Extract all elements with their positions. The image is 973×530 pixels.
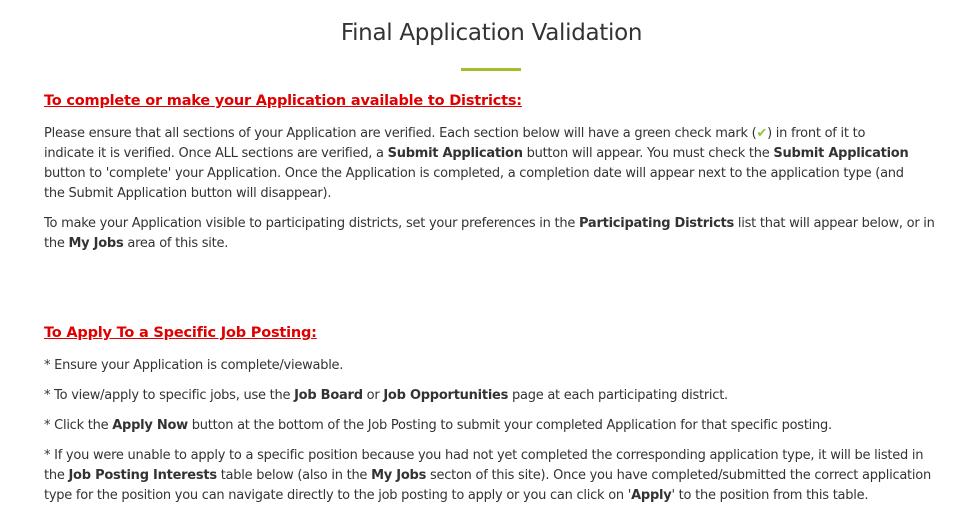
page-title: Final Application Validation bbox=[340, 20, 643, 46]
bullet-item bbox=[44, 416, 832, 436]
bullet-item bbox=[44, 446, 931, 506]
text: secton of this site). Once you have completed/submitted the correct application bbox=[426, 468, 931, 483]
text: To make your Application visible to participating districts, set your preferences in the bbox=[44, 216, 579, 231]
text: the bbox=[44, 236, 69, 251]
bold-text: Apply bbox=[631, 488, 672, 503]
bold-text: My Jobs bbox=[371, 468, 427, 483]
bold-text: Job Opportunities bbox=[383, 388, 509, 403]
text: ' to the position from this table. bbox=[671, 488, 869, 503]
text: indicate it is verified. Once ALL sections are verified, a bbox=[44, 146, 388, 161]
text: button will appear. You must check the bbox=[522, 146, 774, 161]
bullet-item bbox=[44, 356, 343, 376]
bold-text: Submit Application bbox=[387, 146, 523, 161]
section-heading-complete-application: To complete or make your Application available to Districts: bbox=[44, 93, 522, 109]
text: button to 'complete' your Application. Once the Application is completed, a completion date will appear next to the application type (and bbox=[44, 166, 904, 181]
text: or bbox=[362, 388, 384, 403]
text: area of this site. bbox=[123, 236, 229, 251]
bold-text: Apply Now bbox=[112, 418, 188, 433]
paragraph bbox=[44, 124, 909, 204]
text: * Click the bbox=[44, 418, 113, 433]
text: the Submit Application button will disappear). bbox=[44, 186, 332, 201]
check-icon: ✔ bbox=[756, 126, 768, 141]
bullet-item bbox=[44, 386, 728, 406]
text: type for the position you can navigate directly to the job posting to apply or you can click on ' bbox=[44, 488, 632, 503]
text: Please ensure that all sections of your Application are verified. Each section below will have a green check mark ( bbox=[44, 126, 757, 141]
title-divider bbox=[461, 68, 521, 71]
text: * If you were unable to apply to a specific position because you had not yet completed the corresponding application type, it will be listed in bbox=[44, 448, 924, 463]
text: list that will appear below, or in bbox=[734, 216, 935, 231]
bold-text: Submit Application bbox=[773, 146, 909, 161]
text: * Ensure your Application is complete/viewable. bbox=[44, 358, 344, 373]
text: * To view/apply to specific jobs, use the bbox=[44, 388, 295, 403]
paragraph bbox=[44, 214, 935, 254]
text: ) in front of it to bbox=[767, 126, 866, 141]
text: button at the bottom of the Job Posting to submit your completed Application for that specific posting. bbox=[187, 418, 832, 433]
text: table below (also in the bbox=[216, 468, 372, 483]
bold-text: Job Posting Interests bbox=[68, 468, 217, 483]
bold-text: My Jobs bbox=[68, 236, 124, 251]
text: page at each participating district. bbox=[508, 388, 728, 403]
bold-text: Job Board bbox=[294, 388, 363, 403]
section-heading-apply-job-posting: To Apply To a Specific Job Posting: bbox=[44, 325, 317, 341]
text: the bbox=[44, 468, 69, 483]
bold-text: Participating Districts bbox=[579, 216, 735, 231]
